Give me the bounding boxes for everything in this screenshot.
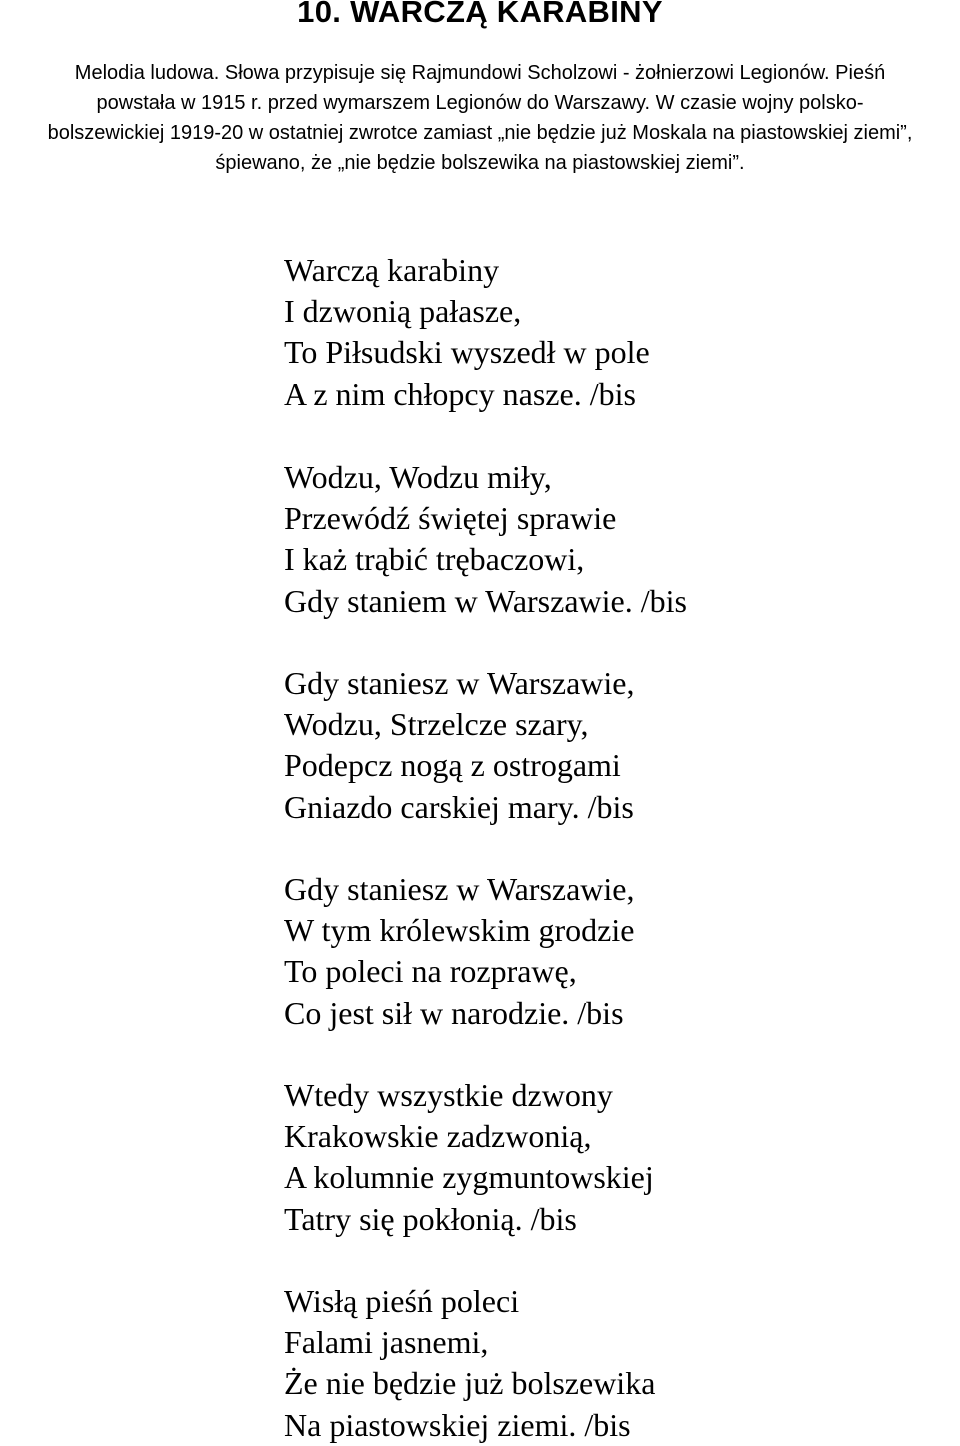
stanza-line: Falami jasnemi,: [284, 1324, 489, 1361]
stanza-line: A kolumnie zygmuntowskiej: [284, 1159, 654, 1196]
stanza-line: To Piłsudski wyszedł w pole: [284, 334, 650, 371]
stanza-line: I każ trąbić trębaczowi,: [284, 541, 585, 578]
stanza-line: Warczą karabiny: [284, 252, 500, 288]
intro-line: bolszewickiej 1919-20 w ostatniej zwrotce zamiast „nie będzie już Moskala na piastowskiej ziemi”,: [47, 122, 913, 144]
stanza-line: Tatry się pokłonią. /bis: [284, 1200, 577, 1237]
stanza-line: Że nie będzie już bolszewika: [284, 1365, 656, 1402]
stanza-line: Na piastowskiej ziemi. /bis: [284, 1406, 631, 1443]
stanza-line: W tym królewskim grodzie: [284, 912, 635, 949]
stanza-6: [284, 1281, 655, 1446]
intro-paragraph: [0, 58, 960, 178]
intro-line: powstała w 1915 r. przed wymarszem Legionów do Warszawy. W czasie wojny polsko-: [96, 92, 864, 114]
stanza-5: [284, 1075, 654, 1240]
intro-line: Melodia ludowa. Słowa przypisuje się Rajmundowi Scholzowi - żołnierzowi Legionów. Pieśń: [74, 62, 886, 84]
stanza-line: Krakowskie zadzwonią,: [284, 1118, 592, 1155]
stanza-line: Wodzu, Strzelcze szary,: [284, 706, 589, 743]
stanza-4: [284, 869, 635, 1034]
stanza-line: Gdy staniesz w Warszawie,: [284, 665, 635, 701]
intro-line: śpiewano, że „nie będzie bolszewika na piastowskiej ziemi”.: [215, 152, 745, 174]
stanza-line: Gniazdo carskiej mary. /bis: [284, 788, 634, 825]
stanza-line: To poleci na rozprawę,: [284, 953, 577, 990]
stanza-line: A z nim chłopcy nasze. /bis: [284, 375, 636, 412]
stanza-2: [284, 457, 687, 622]
stanza-line: Co jest sił w narodzie. /bis: [284, 994, 624, 1031]
stanza-line: Wisłą pieśń poleci: [284, 1283, 520, 1319]
stanza-line: Gdy staniesz w Warszawie,: [284, 871, 635, 907]
stanza-line: Wtedy wszystkie dzwony: [284, 1077, 613, 1113]
stanza-3: [284, 663, 635, 828]
stanza-line: Przewódź świętej sprawie: [284, 500, 617, 537]
stanza-line: Wodzu, Wodzu miły,: [284, 459, 552, 495]
stanza-line: Gdy staniem w Warszawie. /bis: [284, 582, 687, 619]
stanza-line: I dzwonią pałasze,: [284, 293, 522, 330]
stanza-line: Podepcz nogą z ostrogami: [284, 747, 621, 784]
page-title: 10. WARCZĄ KARABINY: [297, 0, 663, 29]
stanza-1: [284, 250, 650, 415]
